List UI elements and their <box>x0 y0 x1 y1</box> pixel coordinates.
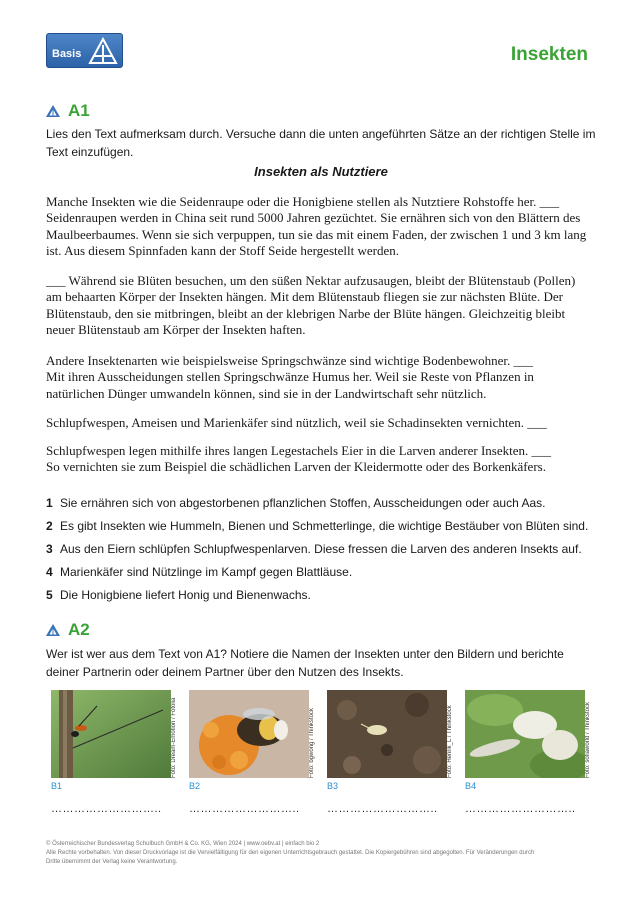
sentence-number: 4 <box>46 565 53 579</box>
a2-instruction <box>46 645 596 681</box>
sentence-text: Aus den Eiern schlüpfen Schlupfwespenlarven. Diese fressen die Larven des anderen Insekts auf. <box>60 542 582 556</box>
text-line: Schlupfwespen, Ameisen und Marienkäfer sind nützlich, weil sie Schadinsekten vernichten. ___ <box>46 415 547 430</box>
photo-credit: Foto: sofiaworld / Thinkstock <box>585 702 591 778</box>
page-title: Insekten <box>510 44 588 65</box>
sentence-number: 3 <box>46 542 53 556</box>
instruction-line: Lies den Text aufmerksam durch. Versuche dann die unten angeführten Sätze an der richtigen Stelle im <box>46 127 596 141</box>
text-line: Manche Insekten wie die Seidenraupe oder die Honigbiene stellen als Nutztiere Rohstoffe her. ___ <box>46 194 560 209</box>
photo-b4-silkworms <box>465 690 585 778</box>
text-line: ___ Während sie Blüten besuchen, um den süßen Nektar aufzusaugen, bleibt der Blütenstaub (Pollen) <box>46 273 576 288</box>
a2-label: A2 <box>68 620 90 639</box>
sentence-text: Es gibt Insekten wie Hummeln, Bienen und Schmetterlinge, die wichtige Bestäuber von Blüten sind. <box>60 519 589 533</box>
text-line: Mit ihren Ausscheidungen stellen Springschwänze Humus her. Weil sie Reste von Pflanzen in <box>46 369 534 385</box>
list-item <box>46 565 588 588</box>
footer-line: © Österreichischer Bundesverlag Schulbuch GmbH & Co. KG, Wien 2024 | www.oebv.at | einfach bio 2 <box>46 841 320 847</box>
answer-line-b1[interactable]: ……………………….. <box>51 803 162 815</box>
task-triangle-icon <box>46 624 60 636</box>
footer <box>46 840 606 867</box>
sentence-text: Marienkäfer sind Nützlinge im Kampf gegen Blattläuse. <box>60 565 353 579</box>
list-item <box>46 496 588 519</box>
answer-line-b2[interactable]: ……………………….. <box>189 803 300 815</box>
article-paragraph <box>46 443 599 476</box>
triangle-logo-icon <box>88 37 118 65</box>
image-label-b4: B4 <box>465 781 477 791</box>
text-line: Maulbeerbaumes. Wenn sie sich verpuppen, tun sie das mit einem Faden, der zwischen 1 und 3 km lang <box>46 226 587 242</box>
task-triangle-icon <box>46 105 60 117</box>
text-line: Seidenraupen werden in China seit rund 5000 Jahren gezüchtet. Sie ernähren sich von den Blättern des <box>46 210 581 226</box>
sentence-number: 5 <box>46 588 53 602</box>
text-line: neuer Blütenstaub am Körper der Insekten haften. <box>46 322 306 338</box>
photo-credit: Foto: bgwong / Thinkstock <box>309 708 315 778</box>
article-paragraph <box>46 353 599 402</box>
article-paragraph <box>46 415 599 431</box>
article-title: Insekten als Nutztiere <box>254 164 388 179</box>
footer-line: Dritte übernimmt der Verlag keine Verantwortung. <box>46 859 178 865</box>
instruction-line: Text einzufügen. <box>46 145 134 159</box>
list-item <box>46 588 588 611</box>
image-label-b2: B2 <box>189 781 201 791</box>
text-line: am behaarten Körper der Insekten hängen. Mit dem Blütenstaub fliegen sie zur nächsten Blüte. Der <box>46 289 563 305</box>
photo-b2-bumblebee <box>189 690 309 778</box>
text-line: ist. Aus diesem Spinnfaden kann der Stoff Seide hergestellt werden. <box>46 243 399 259</box>
text-line: Blütenstaub, den sie mitbringen, bleibt an der klebrigen Narbe der Blüte hängen. Gleichzeitig bleibt <box>46 305 566 321</box>
sentence-number: 1 <box>46 496 53 510</box>
photo-credit: Foto: Dream-Emotion / Fotolia <box>171 697 177 778</box>
sentence-text: Sie ernähren sich von abgestorbenen pflanzlichen Stoffen, Ausscheidungen oder auch Aas. <box>60 496 546 510</box>
a1-label: A1 <box>68 101 90 120</box>
basis-logo <box>46 33 123 68</box>
list-item <box>46 519 588 542</box>
logo-text: Basis <box>52 48 82 60</box>
article-paragraph <box>46 194 599 260</box>
sentence-text: Die Honigbiene liefert Honig und Bienenwachs. <box>60 588 311 602</box>
text-line: So vernichten sie zum Beispiel die schädlichen Larven der Kleidermotte oder des Borkenkäfers. <box>46 459 546 475</box>
a1-heading <box>46 101 90 121</box>
photo-b3-springtail <box>327 690 447 778</box>
sentence-list <box>46 496 588 611</box>
photo-b1-wasp <box>51 690 171 778</box>
list-item <box>46 542 588 565</box>
text-line: natürlichen Dünger umwandeln können, sind sie in der Landwirtschaft sehr nützlich. <box>46 385 487 401</box>
instruction-line: Wer ist wer aus dem Text von A1? Notiere die Namen der Insekten unter den Bildern und berichte <box>46 647 564 661</box>
a1-instruction <box>46 125 596 161</box>
image-label-b1: B1 <box>51 781 63 791</box>
footer-line: Alle Rechte vorbehalten. Von dieser Druckvorlage ist die Vervielfältigung für den eigenen Unterrichtsgebrauch gestattet. Die Kopiergebühren sind abgegolten. Für Veränderungen durch <box>46 850 535 856</box>
article-paragraph <box>46 273 599 339</box>
image-label-b3: B3 <box>327 781 339 791</box>
photo-credit: Foto: Henrik_L / Thinkstock <box>447 705 453 778</box>
instruction-line: deiner Partnerin oder deinem Partner über den Nutzen des Insekts. <box>46 665 404 679</box>
a2-heading <box>46 620 90 640</box>
answer-line-b3[interactable]: ……………………….. <box>327 803 438 815</box>
sentence-number: 2 <box>46 519 53 533</box>
text-line: Schlupfwespen legen mithilfe ihres langen Legestachels Eier in die Larven anderer Insekten. ___ <box>46 443 552 458</box>
answer-line-b4[interactable]: ……………………….. <box>465 803 576 815</box>
text-line: Andere Insektenarten wie beispielsweise Springschwänze sind wichtige Bodenbewohner. ___ <box>46 353 534 368</box>
